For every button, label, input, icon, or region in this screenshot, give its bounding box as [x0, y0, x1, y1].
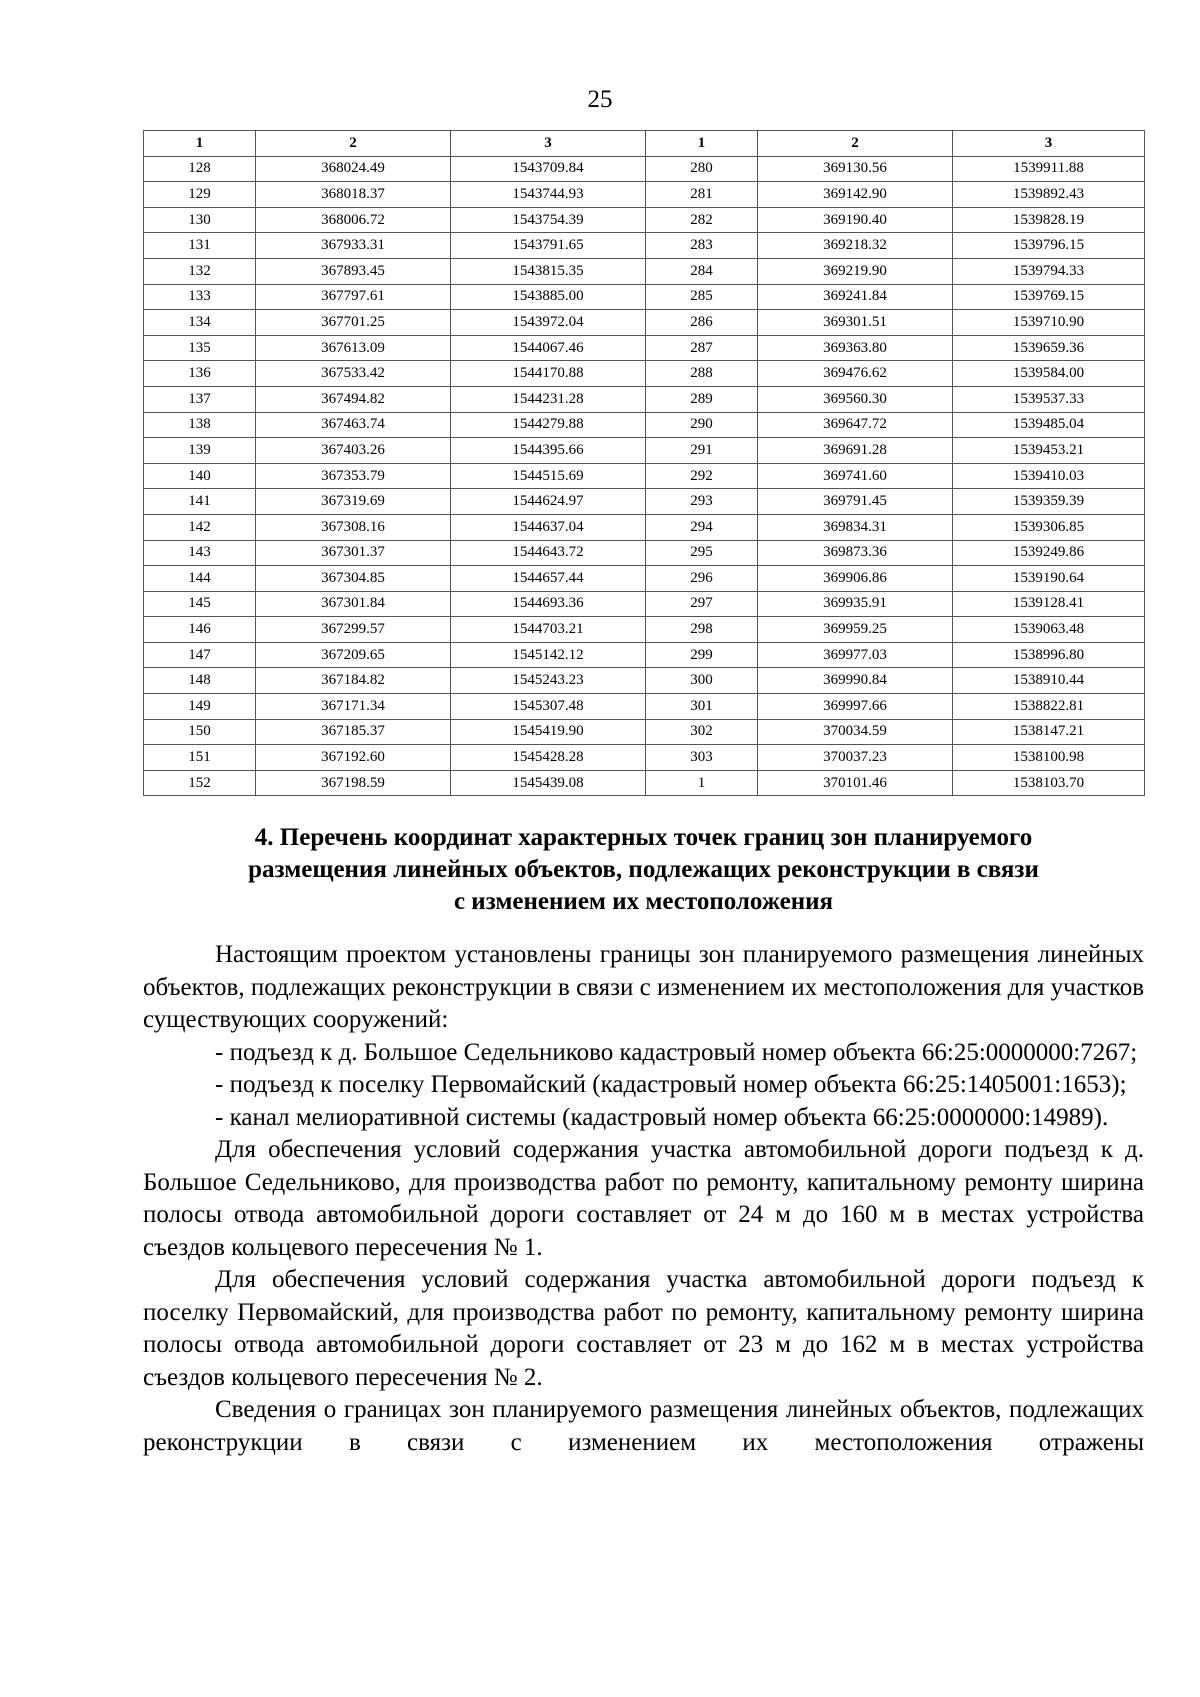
table-cell: 369977.03 — [758, 642, 953, 668]
table-cell: 370034.59 — [758, 719, 953, 745]
table-cell: 137 — [144, 386, 256, 412]
coordinates-table — [143, 130, 1145, 796]
table-cell: 130 — [144, 207, 256, 233]
table-cell: 141 — [144, 489, 256, 515]
table-cell: 286 — [646, 310, 758, 336]
table-cell: 369647.72 — [758, 412, 953, 438]
table-cell: 145 — [144, 591, 256, 617]
table-cell: 1538822.81 — [953, 694, 1145, 720]
table-cell: 1545428.28 — [451, 745, 646, 771]
table-row — [144, 668, 1145, 694]
table-cell: 367613.09 — [256, 335, 451, 361]
table-cell: 297 — [646, 591, 758, 617]
section-heading — [143, 822, 1144, 918]
column-header: 1 — [646, 131, 758, 157]
table-row — [144, 386, 1145, 412]
table-cell: 290 — [646, 412, 758, 438]
table-cell: 367319.69 — [256, 489, 451, 515]
table-cell: 1539453.21 — [953, 438, 1145, 464]
table-cell: 140 — [144, 463, 256, 489]
table-cell: 367185.37 — [256, 719, 451, 745]
table-cell: 147 — [144, 642, 256, 668]
table-cell: 136 — [144, 361, 256, 387]
table-cell: 369301.51 — [758, 310, 953, 336]
table-cell: 369906.86 — [758, 566, 953, 592]
column-header: 2 — [758, 131, 953, 157]
table-row — [144, 182, 1145, 208]
table-cell: 367494.82 — [256, 386, 451, 412]
table-cell: 367299.57 — [256, 617, 451, 643]
table-row — [144, 361, 1145, 387]
table-cell: 1539584.00 — [953, 361, 1145, 387]
table-cell: 281 — [646, 182, 758, 208]
table-cell: 1545243.23 — [451, 668, 646, 694]
table-cell: 367533.42 — [256, 361, 451, 387]
table-cell: 1545307.48 — [451, 694, 646, 720]
table-cell: 369130.56 — [758, 156, 953, 182]
table-cell: 370037.23 — [758, 745, 953, 771]
table-cell: 367184.82 — [256, 668, 451, 694]
table-cell: 1539892.43 — [953, 182, 1145, 208]
table-cell: 369990.84 — [758, 668, 953, 694]
table-cell: 369219.90 — [758, 258, 953, 284]
table-row — [144, 591, 1145, 617]
table-cell: 367308.16 — [256, 514, 451, 540]
table-cell: 134 — [144, 310, 256, 336]
table-cell: 1 — [646, 770, 758, 796]
table-cell: 369218.32 — [758, 233, 953, 259]
table-cell: 367192.60 — [256, 745, 451, 771]
table-cell: 369241.84 — [758, 284, 953, 310]
column-header: 1 — [144, 131, 256, 157]
table-cell: 1539796.15 — [953, 233, 1145, 259]
table-cell: 367304.85 — [256, 566, 451, 592]
table-cell: 369560.30 — [758, 386, 953, 412]
table-cell: 129 — [144, 182, 256, 208]
table-row — [144, 438, 1145, 464]
table-cell: 367893.45 — [256, 258, 451, 284]
table-cell: 368018.37 — [256, 182, 451, 208]
table-cell: 302 — [646, 719, 758, 745]
table-cell: 300 — [646, 668, 758, 694]
table-cell: 1544231.28 — [451, 386, 646, 412]
table-cell: 133 — [144, 284, 256, 310]
list-item: - подъезд к д. Большое Седельниково кадастровый номер объекта 66:25:0000000:7267; — [215, 1038, 1138, 1066]
table-cell: 301 — [646, 694, 758, 720]
table-cell: 1543709.84 — [451, 156, 646, 182]
heading-line: размещения линейных объектов, подлежащих реконструкции в связи — [248, 856, 1039, 883]
table-row — [144, 335, 1145, 361]
table-cell: 367209.65 — [256, 642, 451, 668]
paragraph: Для обеспечения условий содержания участка автомобильной дороги подъезд к поселку Первомайский, для производства работ по ремонту, капитальному ремонту ширина полосы отвода автомобильной дороги составляет от 23 м до 162 м в местах устройства съездов кольцевого пересечения № 2. — [143, 1266, 1144, 1391]
table-cell: 1539710.90 — [953, 310, 1145, 336]
table-cell: 148 — [144, 668, 256, 694]
table-cell: 367701.25 — [256, 310, 451, 336]
table-cell: 1538100.98 — [953, 745, 1145, 771]
table-cell: 296 — [646, 566, 758, 592]
heading-line: 4. Перечень координат характерных точек границ зон планируемого — [254, 824, 1033, 851]
list-item: - подъезд к поселку Первомайский (кадастровый номер объекта 66:25:1405001:1653); — [215, 1071, 1127, 1098]
table-row — [144, 745, 1145, 771]
table-cell: 1544279.88 — [451, 412, 646, 438]
table-cell: 152 — [144, 770, 256, 796]
table-cell: 367353.79 — [256, 463, 451, 489]
table-cell: 284 — [646, 258, 758, 284]
table-cell: 1544067.46 — [451, 335, 646, 361]
table-row — [144, 463, 1145, 489]
table-cell: 285 — [646, 284, 758, 310]
table-cell: 293 — [646, 489, 758, 515]
table-cell: 369363.80 — [758, 335, 953, 361]
table-cell: 295 — [646, 540, 758, 566]
table-cell: 369997.66 — [758, 694, 953, 720]
table-cell: 1539485.04 — [953, 412, 1145, 438]
table-cell: 298 — [646, 617, 758, 643]
table-cell: 1543754.39 — [451, 207, 646, 233]
table-row — [144, 617, 1145, 643]
table-cell: 280 — [646, 156, 758, 182]
table-cell: 128 — [144, 156, 256, 182]
table-row — [144, 642, 1145, 668]
table-row — [144, 694, 1145, 720]
table-cell: 1539410.03 — [953, 463, 1145, 489]
table-cell: 150 — [144, 719, 256, 745]
table-cell: 368024.49 — [256, 156, 451, 182]
table-cell: 135 — [144, 335, 256, 361]
table-cell: 149 — [144, 694, 256, 720]
table-header-row — [144, 131, 1145, 157]
table-cell: 1539659.36 — [953, 335, 1145, 361]
table-cell: 1544395.66 — [451, 438, 646, 464]
table-cell: 1538147.21 — [953, 719, 1145, 745]
table-row — [144, 412, 1145, 438]
column-header: 3 — [451, 131, 646, 157]
table-cell: 369791.45 — [758, 489, 953, 515]
table-cell: 1539063.48 — [953, 617, 1145, 643]
table-cell: 1539794.33 — [953, 258, 1145, 284]
page-number: 25 — [587, 86, 613, 113]
column-header: 3 — [953, 131, 1145, 157]
table-cell: 367171.34 — [256, 694, 451, 720]
table-cell: 1545439.08 — [451, 770, 646, 796]
table-cell: 1538103.70 — [953, 770, 1145, 796]
table-cell: 1539537.33 — [953, 386, 1145, 412]
table-cell: 146 — [144, 617, 256, 643]
table-cell: 369142.90 — [758, 182, 953, 208]
table-cell: 291 — [646, 438, 758, 464]
table-cell: 1544703.21 — [451, 617, 646, 643]
table-row — [144, 207, 1145, 233]
table-cell: 289 — [646, 386, 758, 412]
table-cell: 282 — [646, 207, 758, 233]
table-cell: 369959.25 — [758, 617, 953, 643]
table-cell: 1539128.41 — [953, 591, 1145, 617]
table-cell: 1544693.36 — [451, 591, 646, 617]
table-cell: 142 — [144, 514, 256, 540]
table-cell: 1539911.88 — [953, 156, 1145, 182]
table-cell: 1544637.04 — [451, 514, 646, 540]
table-cell: 369935.91 — [758, 591, 953, 617]
table-cell: 1545142.12 — [451, 642, 646, 668]
table-row — [144, 489, 1145, 515]
table-row — [144, 514, 1145, 540]
table-row — [144, 156, 1145, 182]
table-row — [144, 719, 1145, 745]
table-cell: 1539828.19 — [953, 207, 1145, 233]
table-cell: 1539190.64 — [953, 566, 1145, 592]
table-cell: 369741.60 — [758, 463, 953, 489]
table-cell: 283 — [646, 233, 758, 259]
table-cell: 367797.61 — [256, 284, 451, 310]
list-item: - канал мелиоративной системы (кадастровый номер объекта 66:25:0000000:14989). — [215, 1103, 1109, 1131]
table-cell: 139 — [144, 438, 256, 464]
table-row — [144, 233, 1145, 259]
table-row — [144, 258, 1145, 284]
table-cell: 1544657.44 — [451, 566, 646, 592]
table-cell: 138 — [144, 412, 256, 438]
table-cell: 1539249.86 — [953, 540, 1145, 566]
table-cell: 1543815.35 — [451, 258, 646, 284]
column-header: 2 — [256, 131, 451, 157]
table-cell: 287 — [646, 335, 758, 361]
table-cell: 369190.40 — [758, 207, 953, 233]
paragraph: Для обеспечения условий содержания участка автомобильной дороги подъезд к д. Большое Седельниково, для производства работ по ремонту, капитальному ремонту ширина полосы отвода автомобильной дороги составляет от 24 м до 160 м в местах устройства съездов кольцевого пересечения № 1. — [143, 1136, 1144, 1261]
table-cell: 1539359.39 — [953, 489, 1145, 515]
table-cell: 1538910.44 — [953, 668, 1145, 694]
table-cell: 367463.74 — [256, 412, 451, 438]
table-cell: 292 — [646, 463, 758, 489]
table-body — [144, 156, 1145, 796]
table-row — [144, 540, 1145, 566]
table-cell: 1543885.00 — [451, 284, 646, 310]
table-row — [144, 770, 1145, 796]
table-cell: 367198.59 — [256, 770, 451, 796]
table-cell: 1544515.69 — [451, 463, 646, 489]
table-cell: 369476.62 — [758, 361, 953, 387]
table-cell: 367301.37 — [256, 540, 451, 566]
table-cell: 1544170.88 — [451, 361, 646, 387]
heading-line: с изменением их местоположения — [453, 888, 834, 915]
table-cell: 144 — [144, 566, 256, 592]
paragraph: Настоящим проектом установлены границы зон планируемого размещения линейных объектов, подлежащих реконструкции в связи с изменением их местоположения для участков существующих сооружений: — [143, 941, 1144, 1033]
table-cell: 132 — [144, 258, 256, 284]
table-cell: 294 — [646, 514, 758, 540]
table-cell: 368006.72 — [256, 207, 451, 233]
table-cell: 131 — [144, 233, 256, 259]
table-cell: 1538996.80 — [953, 642, 1145, 668]
table-cell: 1545419.90 — [451, 719, 646, 745]
table-cell: 299 — [646, 642, 758, 668]
table-row — [144, 284, 1145, 310]
table-cell: 151 — [144, 745, 256, 771]
paragraph: Сведения о границах зон планируемого размещения линейных объектов, подлежащих реконструкции в связи с изменением их местоположения отражены — [143, 1396, 1144, 1456]
table-cell: 367933.31 — [256, 233, 451, 259]
table-cell: 1543791.65 — [451, 233, 646, 259]
table-cell: 303 — [646, 745, 758, 771]
table-cell: 1544624.97 — [451, 489, 646, 515]
table-cell: 369834.31 — [758, 514, 953, 540]
table-cell: 288 — [646, 361, 758, 387]
table-row — [144, 566, 1145, 592]
table-cell: 367403.26 — [256, 438, 451, 464]
table-cell: 367301.84 — [256, 591, 451, 617]
table-cell: 1543972.04 — [451, 310, 646, 336]
table-cell: 1539306.85 — [953, 514, 1145, 540]
table-cell: 369873.36 — [758, 540, 953, 566]
body-text — [143, 939, 1144, 1459]
table-cell: 369691.28 — [758, 438, 953, 464]
table-cell: 1539769.15 — [953, 284, 1145, 310]
table-cell: 1543744.93 — [451, 182, 646, 208]
table-row — [144, 310, 1145, 336]
table-cell: 1544643.72 — [451, 540, 646, 566]
table-cell: 370101.46 — [758, 770, 953, 796]
table-cell: 143 — [144, 540, 256, 566]
